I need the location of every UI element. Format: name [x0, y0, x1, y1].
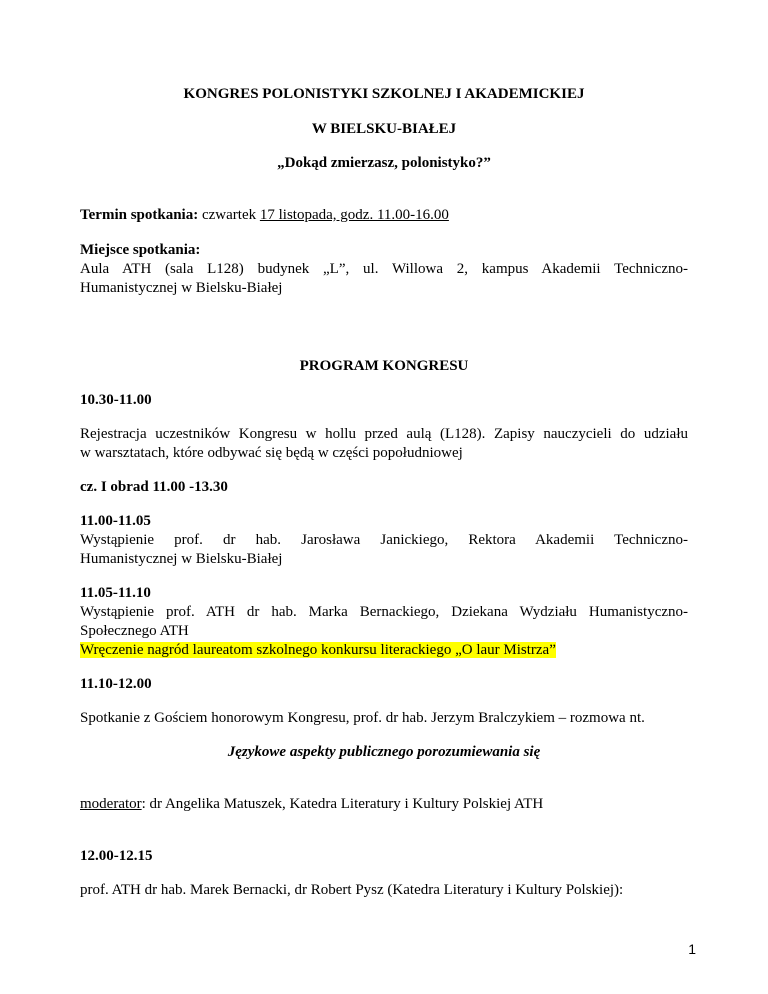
- congress-city: W BIELSKU-BIAŁEJ: [311, 121, 457, 137]
- session-5-time: 12.00-12.15: [80, 848, 153, 864]
- meeting-place-label: Miejsce spotkania:: [80, 242, 201, 258]
- meeting-date-prefix: czwartek: [198, 207, 260, 223]
- session-1-line-2: w warsztatach, które odbywać się będą w części popołudniowej: [80, 445, 463, 461]
- session-3-line-1: Wystąpienie prof. ATH dr hab. Marka Bernackiego, Dziekana Wydziału Humanistyczno-: [80, 604, 688, 620]
- meeting-place-line-1: Aula ATH (sala L128) budynek „L”, ul. Willowa 2, kampus Akademii Techniczno-: [80, 261, 688, 277]
- program-title: PROGRAM KONGRESU: [299, 358, 469, 374]
- session-4-time: 11.10-12.00: [80, 676, 152, 692]
- meeting-place-line-2: Humanistycznej w Bielsku-Białej: [80, 280, 283, 296]
- session-3-time: 11.05-11.10: [80, 585, 151, 601]
- meeting-date: [80, 206, 688, 225]
- page-number: 1: [688, 941, 696, 957]
- congress-title: KONGRES POLONISTYKI SZKOLNEJ I AKADEMICKIEJ: [183, 86, 585, 102]
- session-3-line-2: Społecznego ATH: [80, 623, 189, 639]
- moderator-label: moderator: [80, 796, 142, 812]
- part-1-heading: cz. I obrad 11.00 -13.30: [80, 479, 228, 495]
- award-line: [80, 641, 688, 660]
- session-5-line-1: prof. ATH dr hab. Marek Bernacki, dr Robert Pysz (Katedra Literatury i Kultury Polskiej):: [80, 882, 624, 898]
- session-4-topic: Językowe aspekty publicznego porozumiewania się: [227, 744, 541, 760]
- moderator-text: : dr Angelika Matuszek, Katedra Literatury i Kultury Polskiej ATH: [141, 796, 544, 812]
- congress-motto: „Dokąd zmierzasz, polonistyko?”: [277, 155, 491, 171]
- session-2-time: 11.00-11.05: [80, 513, 151, 529]
- session-2-line-1: Wystąpienie prof. dr hab. Jarosława Janickiego, Rektora Akademii Techniczno-: [80, 532, 688, 548]
- meeting-date-label: Termin spotkania:: [80, 207, 199, 223]
- session-1-line-1: Rejestracja uczestników Kongresu w hollu przed aulą (L128). Zapisy nauczycieli do udziału: [80, 426, 688, 442]
- session-1-time: 10.30-11.00: [80, 392, 152, 408]
- session-2-line-2: Humanistycznej w Bielsku-Białej: [80, 551, 283, 567]
- session-4-line-1: Spotkanie z Gościem honorowym Kongresu, prof. dr hab. Jerzym Bralczykiem – rozmowa nt.: [80, 710, 645, 726]
- award-highlight: Wręczenie nagród laureatom szkolnego konkursu literackiego „O laur Mistrza”: [80, 642, 556, 658]
- meeting-date-value: 17 listopada, godz. 11.00-16.00: [259, 207, 449, 223]
- moderator-line: [80, 795, 688, 814]
